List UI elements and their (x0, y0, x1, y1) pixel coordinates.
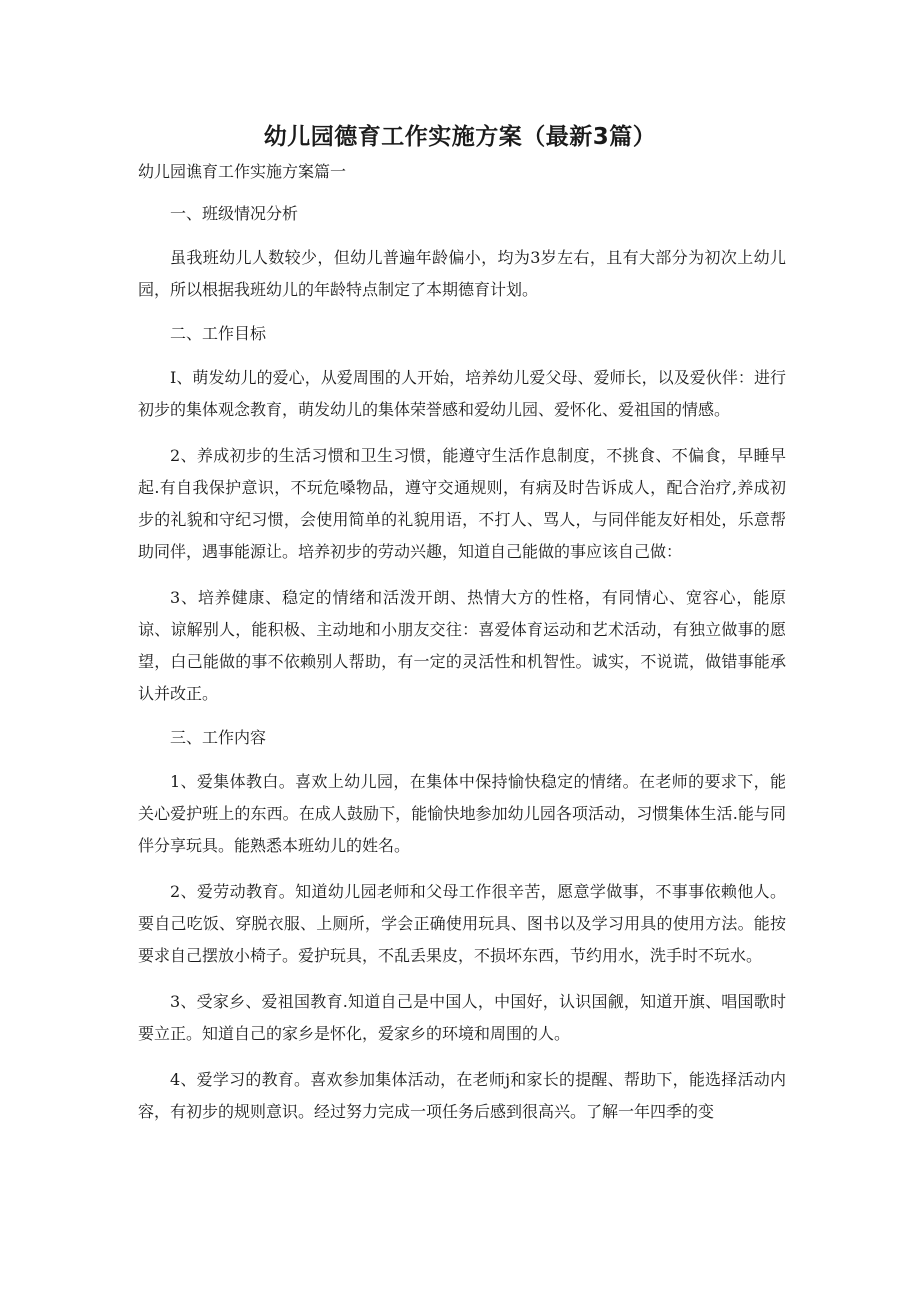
paragraph-content-1: 1、爱集体教白。喜欢上幼儿园，在集体中保持愉快稳定的情绪。在老师的要求下，能关心爱护班上的东西。在成人鼓励下，能愉快地参加幼儿园各项活动，习惯集体生活.能与同伴分享玩具。能熟悉本班幼儿的姓名。 (138, 772, 786, 855)
paragraph-content-2: 2、爱劳动教育。知道幼儿园老师和父母工作很辛苦，愿意学做事，不事事依赖他人。要自己吃饭、穿脱衣服、上厕所，学会正确使用玩具、图书以及学习用具的使用方法。能按要求自己摆放小椅子。爱护玩具，不乱丢果皮，不损坏东西，节约用水，洗手时不玩水。 (138, 882, 786, 965)
paragraph-content-3: 3、受家乡、爱祖国教育.知道自己是中国人，中国好，认识国觎，知道开旗、唱国歌时要立正。知道自己的家乡是怀化，爱家乡的环境和周围的人。 (138, 992, 786, 1043)
document-subtitle: 幼儿园谯育工作实施方案篇一 (138, 162, 347, 181)
paragraph-class-analysis: 虽我班幼儿人数较少，但幼儿普遍年龄偏小，均为3岁左右，且有大部分为初次上幼儿园，所以根据我班幼儿的年龄特点制定了本期德育计划。 (138, 248, 786, 299)
section-heading-work-content: 三、工作内容 (170, 728, 267, 747)
section-heading-class-analysis: 一、班级情况分析 (170, 204, 299, 223)
paragraph-goal-1: I、萌发幼儿的爱心，从爱周围的人开始，培养幼儿爱父母、爱师长，以及爱伙伴：进行初步的集体观念教育，萌发幼儿的集体荣誉感和爱幼儿园、爱怀化、爱祖国的情感。 (138, 368, 786, 419)
paragraph-goal-2: 2、养成初步的生活习惯和卫生习惯，能遵守生活作息制度，不挑食、不偏食，早睡早起.有自我保护意识，不玩危嗓物品，遵守交通规则，有病及时告诉成人，配合治疗,养成初步的礼貌和守纪习惯，会使用简单的礼貌用语，不打人、骂人，与同伴能友好相处，乐意帮助同伴，遇事能源让。培养初步的劳动兴趣，知道自己能做的事应该自己做： (138, 446, 786, 561)
paragraph-goal-3: 3、培养健康、稳定的情绪和活泼开朗、热情大方的性格，有同情心、宽容心，能原谅、谅解别人，能积极、主动地和小朋友交往：喜爱体育运动和艺术活动，有独立做事的愿望，白己能做的事不依赖别人帮助，有一定的灵活性和机智性。诚实，不说谎，做错事能承认并改正。 (138, 588, 786, 703)
document-title: 幼儿园德育工作实施方案（最新3篇） (263, 124, 657, 150)
section-heading-work-goals: 二、工作目标 (170, 324, 267, 343)
document-body (138, 158, 786, 1142)
paragraph-content-4: 4、爱学习的教育。喜欢参加集体活动，在老师j和家长的提醒、帮助下，能选择活动内容，有初步的规则意识。经过努力完成一项任务后感到很高兴。了解一年四季的变 (138, 1070, 786, 1121)
